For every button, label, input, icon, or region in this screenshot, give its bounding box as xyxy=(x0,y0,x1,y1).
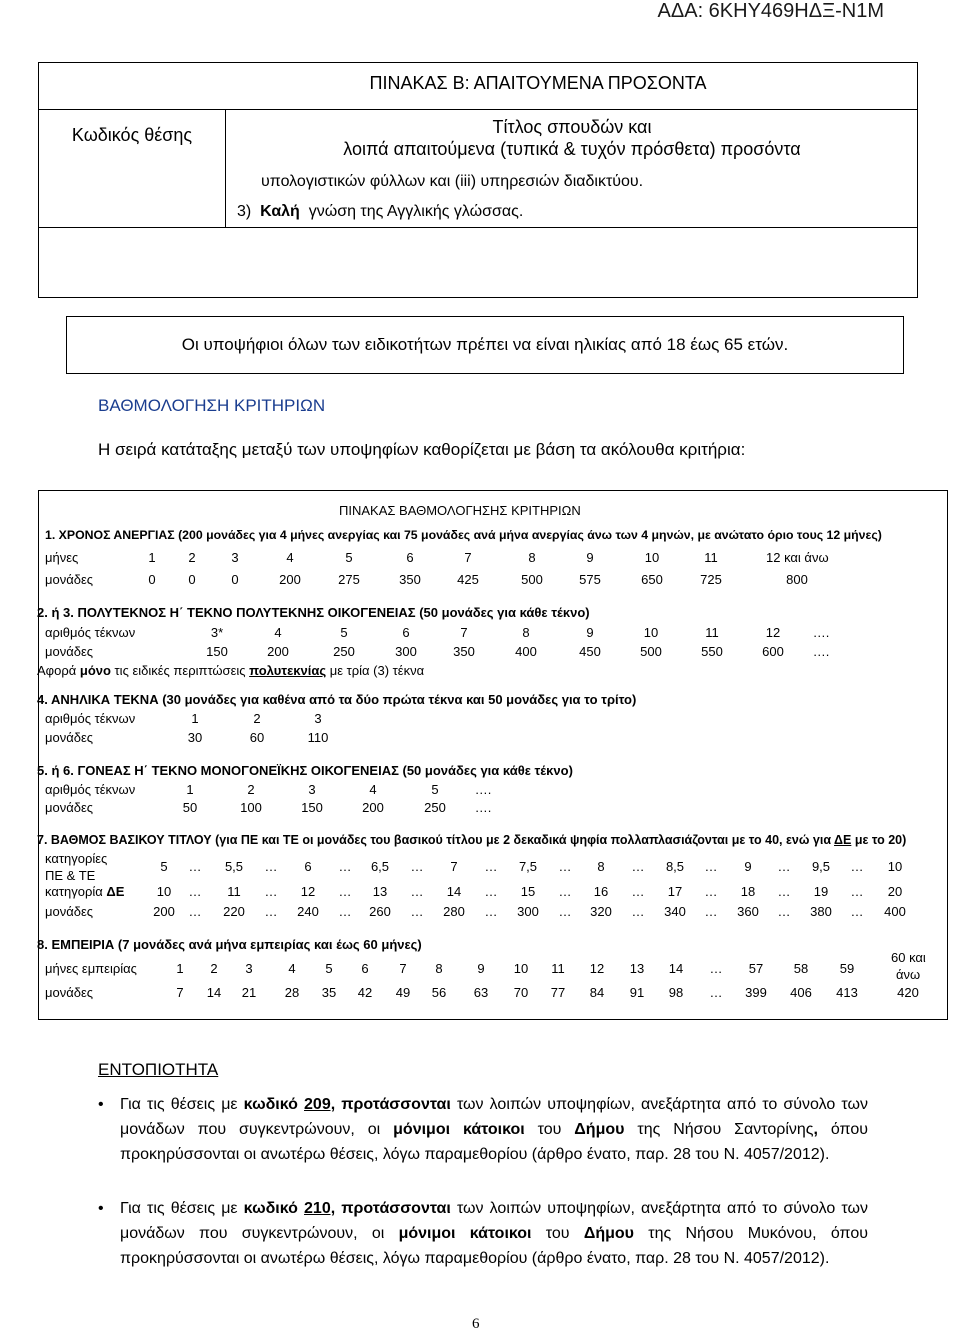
cell: … xyxy=(484,859,498,874)
cell: 8 xyxy=(435,961,443,976)
cell: 600 xyxy=(762,644,784,659)
ranking-heading: ΒΑΘΜΟΛΟΓΗΣΗ ΚΡΙΤΗΡΙΩΝ xyxy=(98,396,326,415)
cell: 2 xyxy=(247,782,255,797)
cell: 6 xyxy=(406,550,414,565)
cell: 380 xyxy=(810,904,832,919)
cell: 4 xyxy=(288,961,296,976)
cell: 10 xyxy=(887,859,903,874)
c8-last-a: 60 και xyxy=(891,950,926,965)
cell: 5 xyxy=(431,782,439,797)
cell: 1 xyxy=(176,961,184,976)
c5-row1-label: αριθμός τέκνων xyxy=(45,782,136,797)
cell: 0 xyxy=(188,572,196,587)
cell: … xyxy=(850,884,864,899)
cell: 28 xyxy=(284,985,300,1000)
cell: … xyxy=(558,859,572,874)
cell: 4 xyxy=(274,625,282,640)
cell: 50 xyxy=(182,800,198,815)
cell: 5 xyxy=(325,961,333,976)
c4-row1-label: αριθμός τέκνων xyxy=(45,711,136,726)
criterion-1-heading: 1. ΧΡΟΝΟΣ ΑΝΕΡΓΙΑΣ (200 μονάδες για 4 μήνες ανεργίας και 75 μονάδες ανά μήνα ανεργίας άνω των 4 μηνών, με ανώτατο όριο τους 12 μήνες) xyxy=(45,528,882,542)
cell: 20 xyxy=(887,884,903,899)
cell: 6 xyxy=(304,859,312,874)
cell: 260 xyxy=(369,904,391,919)
c1-row1-label: μήνες xyxy=(45,550,79,565)
criteria-table xyxy=(38,490,948,1020)
cell: 14 xyxy=(206,985,222,1000)
cell: 12 xyxy=(589,961,605,976)
cell: 60 xyxy=(249,730,265,745)
cell: 11 xyxy=(227,884,241,899)
cell: 0 xyxy=(231,572,239,587)
cell: …. xyxy=(474,800,492,815)
cell: 399 xyxy=(745,985,767,1000)
c2-note: Αφορά μόνο τις ειδικές περιπτώσεις πολυτεκνίας με τρία (3) τέκνα xyxy=(37,663,425,678)
cell: 1 xyxy=(186,782,194,797)
cell: … xyxy=(484,904,498,919)
cell: 110 xyxy=(307,730,329,745)
cell: 9 xyxy=(586,550,594,565)
cell: 12 και άνω xyxy=(766,550,829,565)
qualifications-header-line2: λοιπά απαιτούμενα (τυπικά & τυχόν πρόσθετα) προσόντα xyxy=(343,139,801,159)
cell: … xyxy=(484,884,498,899)
cell: 7 xyxy=(399,961,407,976)
cell: 57 xyxy=(748,961,764,976)
cell: … xyxy=(188,859,202,874)
cell: 9 xyxy=(586,625,594,640)
cell: … xyxy=(704,884,718,899)
cell: … xyxy=(850,904,864,919)
criterion-2-heading: 2. ή 3. ΠΟΛΥΤΕΚΝΟΣ Η΄ ΤΕΚΝΟ ΠΟΛΥΤΕΚΝΗΣ ΟΙΚΟΓΕΝΕΙΑΣ (50 μονάδες για κάθε τέκνο) xyxy=(37,605,590,620)
continuation-line-2: 3) Καλή γνώση της Αγγλικής γλώσσας. xyxy=(237,203,524,220)
cell: 1 xyxy=(148,550,156,565)
cell: … xyxy=(631,859,645,874)
cell: 2 xyxy=(188,550,196,565)
cell: 42 xyxy=(357,985,373,1000)
cell: … xyxy=(704,904,718,919)
cell: 12 xyxy=(300,884,316,899)
bullet-icon: • xyxy=(98,1096,104,1113)
c7-row1-label-a: κατηγορίες xyxy=(45,851,108,866)
cell: 56 xyxy=(431,985,447,1000)
cell: … xyxy=(264,904,278,919)
cell: 63 xyxy=(473,985,489,1000)
cell: 240 xyxy=(297,904,319,919)
cell: 150 xyxy=(301,800,323,815)
cell: 15 xyxy=(520,884,536,899)
cell: 12 xyxy=(765,625,781,640)
c7-row2-label: κατηγορία ΔΕ xyxy=(45,884,125,899)
cell: 16 xyxy=(593,884,609,899)
c1-row2-label: μονάδες xyxy=(45,572,94,587)
cell: 4 xyxy=(286,550,294,565)
c8-row1-label: μήνες εμπειρίας xyxy=(45,961,137,976)
cell: …. xyxy=(812,625,830,640)
cell: 2 xyxy=(210,961,218,976)
cell: 58 xyxy=(793,961,809,976)
cell: 17 xyxy=(667,884,683,899)
cell: 3 xyxy=(308,782,316,797)
cell: 19 xyxy=(813,884,829,899)
cell: 8 xyxy=(528,550,536,565)
ranking-intro: Η σειρά κατάταξης μεταξύ των υποψηφίων καθορίζεται με βάση τα ακόλουθα κριτήρια: xyxy=(98,440,746,459)
cell: 3* xyxy=(210,625,224,640)
locality-paragraph-209: • Για τις θέσεις με κωδικό 209, προτάσσονται των λοιπών υποψηφίων, ανεξάρτητα από το σύνολο των μονάδων που συγκεντρώνουν, οι μόνιμοι κάτοικοι του Δήμου της Νήσου Σαντορίνης, όπου προκηρύσσονται οι ανωτέρω θέσεις, λόγω παραμεθορίου (άρθρο ένατο, παρ. 28 του Ν. 4057/2012). xyxy=(98,1092,868,1167)
cell: … xyxy=(264,859,278,874)
cell: 200 xyxy=(362,800,384,815)
table-b xyxy=(38,62,918,298)
cell: … xyxy=(338,884,352,899)
cell: 10 xyxy=(643,625,659,640)
cell: 350 xyxy=(399,572,421,587)
cell: 150 xyxy=(206,644,228,659)
cell: 800 xyxy=(786,572,808,587)
code-header: Κωδικός θέσης xyxy=(71,125,193,145)
cell: …. xyxy=(812,644,830,659)
cell: 250 xyxy=(333,644,355,659)
cell: 7 xyxy=(460,625,468,640)
cell: 8 xyxy=(597,859,605,874)
c7-row1-label-b: ΠΕ & ΤΕ xyxy=(45,868,96,883)
cell: 11 xyxy=(704,550,718,565)
cell: 500 xyxy=(640,644,662,659)
criteria-title: ΠΙΝΑΚΑΣ ΒΑΘΜΟΛΟΓΗΣΗΣ ΚΡΙΤΗΡΙΩΝ xyxy=(339,503,581,518)
cell: … xyxy=(777,904,791,919)
locality-paragraph-210: • Για τις θέσεις με κωδικό 210, προτάσσονται των λοιπών υποψηφίων, ανεξάρτητα από το σύνολο των μονάδων που συγκεντρώνουν, οι μόνιμοι κάτοικοι του Δήμου της Νήσου Μυκόνου, όπου προκηρύσσονται οι ανωτέρω θέσεις, λόγω παραμεθορίου (άρθρο ένατο, παρ. 28 του Ν. 4057/2012). xyxy=(98,1196,868,1271)
cell: 4 xyxy=(369,782,377,797)
cell: 35 xyxy=(321,985,337,1000)
cell: … xyxy=(264,884,278,899)
cell: 59 xyxy=(839,961,855,976)
cell: … xyxy=(558,884,572,899)
cell: 49 xyxy=(395,985,411,1000)
c7-row3-label: μονάδες xyxy=(45,904,94,919)
cell: 5,5 xyxy=(224,859,244,874)
cell: 5 xyxy=(340,625,348,640)
cell: 14 xyxy=(668,961,684,976)
cell: 13 xyxy=(372,884,388,899)
bullet-icon: • xyxy=(98,1200,104,1217)
cell: 420 xyxy=(897,985,919,1000)
cell: 725 xyxy=(700,572,722,587)
cell: 91 xyxy=(629,985,645,1000)
cell: … xyxy=(558,904,572,919)
cell: 200 xyxy=(267,644,289,659)
cell: … xyxy=(704,859,718,874)
cell: 200 xyxy=(279,572,301,587)
cell: 360 xyxy=(737,904,759,919)
c8-row2-label: μονάδες xyxy=(45,985,94,1000)
cell: 7 xyxy=(176,985,184,1000)
cell: 320 xyxy=(590,904,612,919)
c2-row1-label: αριθμός τέκνων xyxy=(45,625,136,640)
criterion-7-heading: 7. ΒΑΘΜΟΣ ΒΑΣΙΚΟΥ ΤΙΤΛΟΥ (για ΠΕ και ΤΕ οι μονάδες του βασικού τίτλου με 2 δεκαδικά ψηφία πολλαπλασιάζονται με το 40, ενώ για ΔΕ με το 20) xyxy=(37,833,907,847)
cell: … xyxy=(631,904,645,919)
cell: 3 xyxy=(245,961,253,976)
c5-row2-label: μονάδες xyxy=(45,800,94,815)
cell: 650 xyxy=(641,572,663,587)
cell: 350 xyxy=(453,644,475,659)
age-note-box xyxy=(66,316,904,374)
cell: 280 xyxy=(443,904,465,919)
cell: 3 xyxy=(231,550,239,565)
cell: 550 xyxy=(701,644,723,659)
cell: … xyxy=(338,904,352,919)
cell: 5 xyxy=(345,550,353,565)
cell: 8,5 xyxy=(665,859,685,874)
cell: 14 xyxy=(446,884,462,899)
table-b-title-row xyxy=(39,63,917,110)
cell: 10 xyxy=(644,550,660,565)
cell: 18 xyxy=(740,884,756,899)
cell: 7 xyxy=(464,550,472,565)
cell: 1 xyxy=(191,711,199,726)
cell: 7 xyxy=(450,859,458,874)
cell: 450 xyxy=(579,644,601,659)
cell: … xyxy=(188,904,202,919)
cell: 300 xyxy=(517,904,539,919)
criterion-4-heading: 4. ΑΝΗΛΙΚΑ ΤΕΚΝΑ (30 μονάδες για καθένα από τα δύο πρώτα τέκνα και 50 μονάδες για το τρίτο) xyxy=(37,692,637,707)
c2-row2-label: μονάδες xyxy=(45,644,94,659)
cell: 400 xyxy=(515,644,537,659)
ada-code: ΑΔΑ: 6ΚΗΥ469ΗΔΞ-Ν1Μ xyxy=(657,0,884,22)
cell: … xyxy=(410,904,424,919)
continuation-line-1: υπολογιστικών φύλλων και (iii) υπηρεσιών διαδικτύου. xyxy=(261,173,644,190)
cell: 8 xyxy=(522,625,530,640)
cell: 10 xyxy=(156,884,172,899)
cell: 100 xyxy=(240,800,262,815)
cell: 11 xyxy=(705,625,719,640)
cell: 7,5 xyxy=(518,859,538,874)
cell: … xyxy=(777,859,791,874)
cell: 84 xyxy=(589,985,605,1000)
cell: … xyxy=(631,884,645,899)
cell: …. xyxy=(474,782,492,797)
criterion-5-heading: 5. ή 6. ΓΟΝΕΑΣ Η΄ ΤΕΚΝΟ ΜΟΝΟΓΟΝΕΪΚΗΣ ΟΙΚΟΓΕΝΕΙΑΣ (50 μονάδες για κάθε τέκνο) xyxy=(37,763,573,778)
cell: 9 xyxy=(744,859,752,874)
cell: 2 xyxy=(253,711,261,726)
age-note: Οι υποψήφιοι όλων των ειδικοτήτων πρέπει να είναι ηλικίας από 18 έως 65 ετών. xyxy=(181,335,789,354)
cell: 250 xyxy=(424,800,446,815)
cell: … xyxy=(709,961,723,976)
cell: 9,5 xyxy=(811,859,831,874)
cell: 13 xyxy=(629,961,645,976)
cell: … xyxy=(338,859,352,874)
cell: … xyxy=(777,884,791,899)
cell: 98 xyxy=(668,985,684,1000)
table-b-title: ΠΙΝΑΚΑΣ Β: ΑΠΑΙΤΟΥΜΕΝΑ ΠΡΟΣΟΝΤΑ xyxy=(369,73,707,93)
cell: 77 xyxy=(550,985,566,1000)
cell: 11 xyxy=(551,961,565,976)
cell: 275 xyxy=(338,572,360,587)
cell: 3 xyxy=(314,711,322,726)
cell: 9 xyxy=(477,961,485,976)
cell: 425 xyxy=(457,572,479,587)
cell: 413 xyxy=(836,985,858,1000)
cell: 220 xyxy=(223,904,245,919)
cell: 200 xyxy=(153,904,175,919)
cell: 70 xyxy=(513,985,529,1000)
cell: 406 xyxy=(790,985,812,1000)
cell: 300 xyxy=(395,644,417,659)
cell: 0 xyxy=(148,572,156,587)
locality-heading: ΕΝΤΟΠΙΟΤΗΤΑ xyxy=(98,1060,219,1079)
cell: 5 xyxy=(160,859,168,874)
cell: 30 xyxy=(187,730,203,745)
cell: 6,5 xyxy=(370,859,390,874)
criterion-8-heading: 8. ΕΜΠΕΙΡΙΑ (7 μονάδες ανά μήνα εμπειρίας και έως 60 μήνες) xyxy=(37,937,422,952)
cell: 21 xyxy=(241,985,257,1000)
cell: 10 xyxy=(513,961,529,976)
cell: 500 xyxy=(521,572,543,587)
cell: … xyxy=(410,884,424,899)
cell: 6 xyxy=(361,961,369,976)
cell: 6 xyxy=(402,625,410,640)
c8-last-b: άνω xyxy=(896,967,921,982)
c4-row2-label: μονάδες xyxy=(45,730,94,745)
qualifications-header-line1: Τίτλος σπουδών και xyxy=(492,117,652,137)
cell: 575 xyxy=(579,572,601,587)
cell: … xyxy=(410,859,424,874)
cell: … xyxy=(850,859,864,874)
page-number: 6 xyxy=(472,1316,480,1332)
cell: … xyxy=(709,985,723,1000)
cell: … xyxy=(188,884,202,899)
cell: 400 xyxy=(884,904,906,919)
cell: 340 xyxy=(664,904,686,919)
